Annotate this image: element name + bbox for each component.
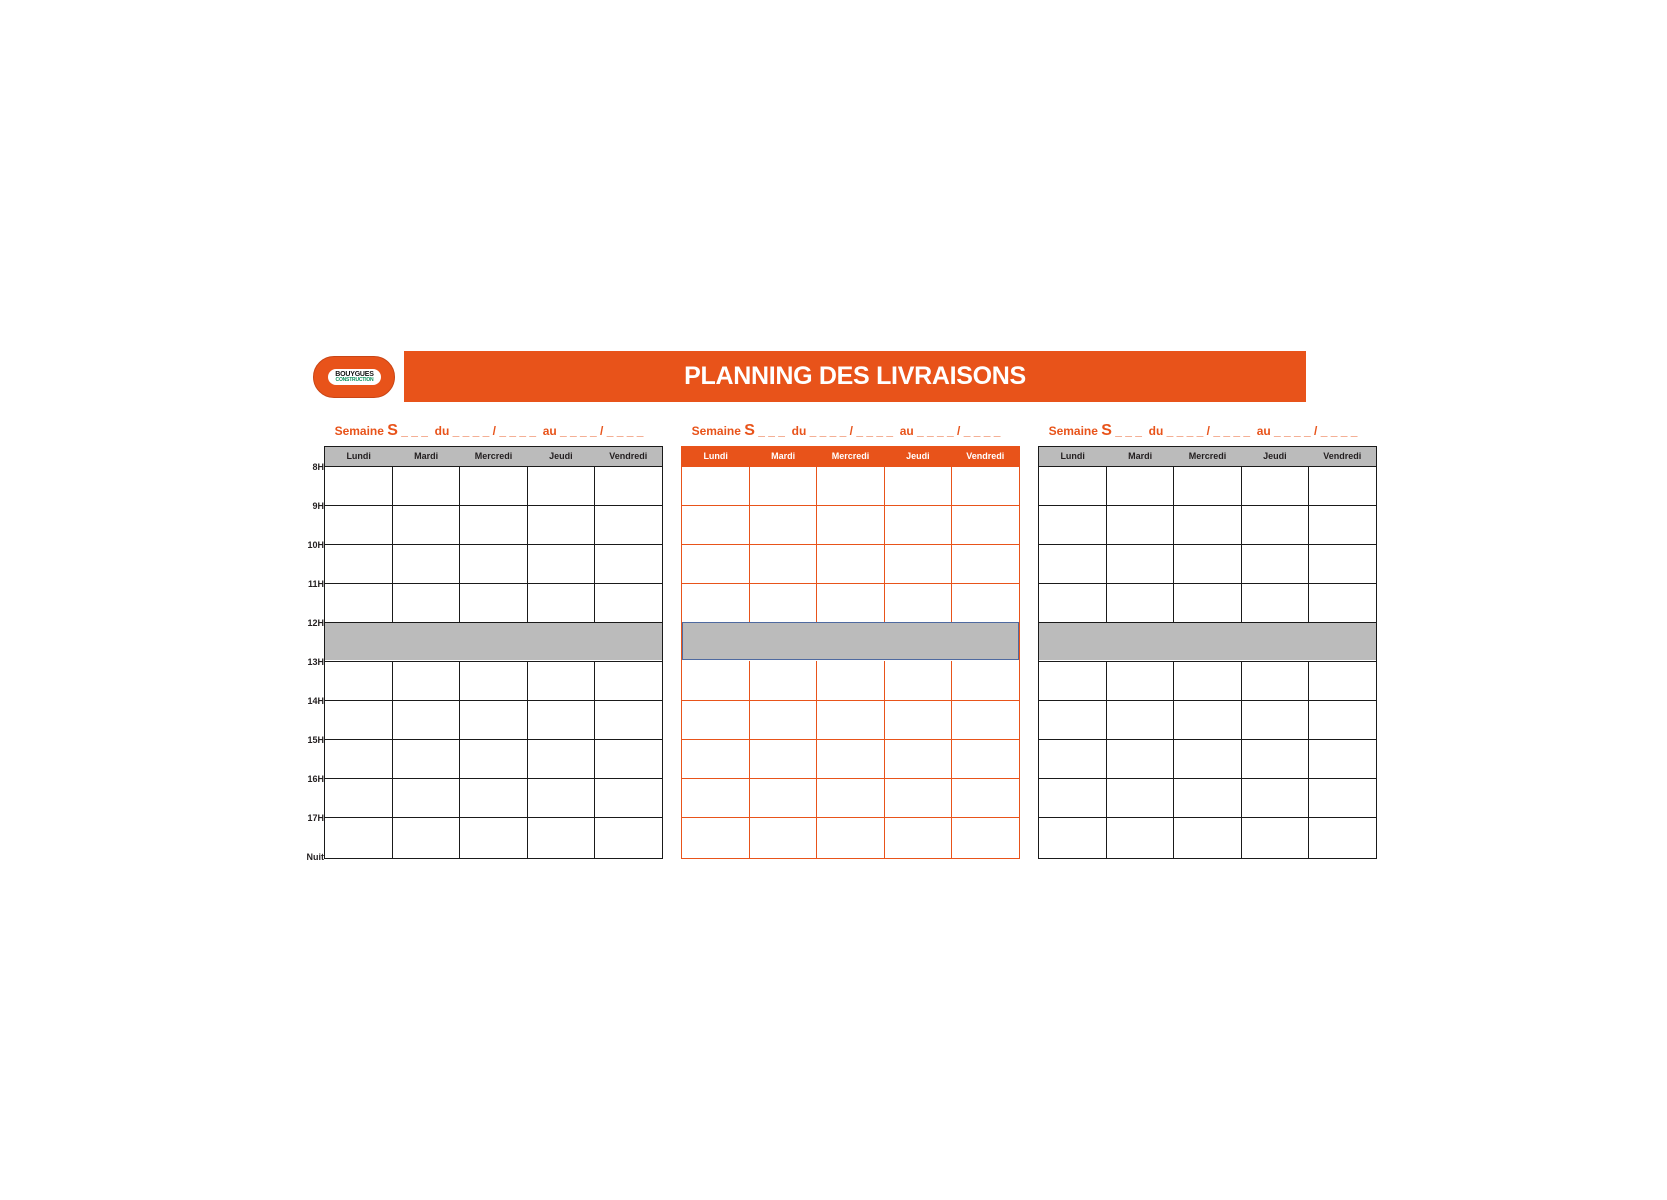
time-label: 17H	[307, 813, 324, 823]
day-divider-pm	[1241, 661, 1242, 858]
week-label-2	[676, 419, 1016, 443]
day-header-lundi: Lundi	[346, 451, 371, 461]
hour-divider	[1039, 583, 1376, 584]
hour-divider	[682, 817, 1019, 818]
hour-divider	[1039, 505, 1376, 506]
day-divider-pm	[1173, 661, 1174, 858]
time-label: 14H	[307, 696, 324, 706]
week-grid-2	[681, 446, 1020, 859]
day-divider-pm	[884, 661, 885, 858]
week-s-letter: S	[387, 422, 398, 439]
hour-divider	[682, 544, 1019, 545]
day-divider-am	[1106, 466, 1107, 622]
hour-divider	[1039, 661, 1376, 662]
day-divider-am	[1173, 466, 1174, 622]
week-date-blanks: _ _ _ du _ _ _ _ / _ _ _ _ au _ _ _ _ / _ _ _ _	[754, 424, 1001, 438]
time-label: 13H	[307, 657, 324, 667]
day-divider-pm	[749, 661, 750, 858]
day-header-row	[682, 447, 1019, 467]
hour-divider	[682, 505, 1019, 506]
bouygues-logo	[313, 356, 395, 398]
time-label: 10H	[307, 540, 324, 550]
hour-divider	[1039, 700, 1376, 701]
day-header-vendredi: Vendredi	[966, 451, 1005, 461]
lunch-break-band	[682, 622, 1019, 660]
day-divider-am	[951, 466, 952, 622]
day-divider-pm	[1106, 661, 1107, 858]
hour-divider	[325, 700, 662, 701]
hour-divider	[325, 505, 662, 506]
hour-divider	[1039, 622, 1376, 623]
day-header-lundi: Lundi	[1060, 451, 1085, 461]
hour-divider	[1039, 739, 1376, 740]
day-divider-am	[816, 466, 817, 622]
day-divider-pm	[1308, 661, 1309, 858]
day-header-jeudi: Jeudi	[549, 451, 573, 461]
lunch-break-band	[1039, 622, 1376, 660]
week-label-3	[1033, 419, 1373, 443]
day-header-row	[325, 447, 662, 467]
logo-text-division: CONSTRUCTION	[335, 377, 374, 383]
week-date-blanks: _ _ _ du _ _ _ _ / _ _ _ _ au _ _ _ _ / _ _ _ _	[1111, 424, 1358, 438]
day-header-mardi: Mardi	[414, 451, 439, 461]
hour-divider	[682, 583, 1019, 584]
day-divider-pm	[392, 661, 393, 858]
day-divider-pm	[594, 661, 595, 858]
day-header-mardi: Mardi	[1128, 451, 1153, 461]
day-divider-pm	[459, 661, 460, 858]
time-label: 15H	[307, 735, 324, 745]
day-divider-pm	[527, 661, 528, 858]
day-header-mardi: Mardi	[771, 451, 796, 461]
day-header-row	[1039, 447, 1376, 467]
week-grid-3	[1038, 446, 1377, 859]
day-divider-pm	[951, 661, 952, 858]
day-divider-am	[749, 466, 750, 622]
week-grid-1	[324, 446, 663, 859]
time-label: 8H	[312, 462, 324, 472]
day-header-mercredi: Mercredi	[474, 451, 513, 461]
time-label: 9H	[312, 501, 324, 511]
day-divider-am	[527, 466, 528, 622]
lunch-break-band	[325, 622, 662, 660]
week-prefix: Semaine	[1048, 424, 1102, 438]
day-header-mercredi: Mercredi	[831, 451, 870, 461]
day-divider-am	[884, 466, 885, 622]
time-label: 11H	[307, 579, 324, 589]
hour-divider	[325, 622, 662, 623]
week-date-blanks: _ _ _ du _ _ _ _ / _ _ _ _ au _ _ _ _ / _ _ _ _	[397, 424, 644, 438]
day-header-jeudi: Jeudi	[1263, 451, 1287, 461]
hour-divider	[325, 817, 662, 818]
week-prefix: Semaine	[334, 424, 388, 438]
hour-divider	[325, 739, 662, 740]
day-divider-am	[392, 466, 393, 622]
day-divider-pm	[816, 661, 817, 858]
hour-divider	[682, 739, 1019, 740]
day-divider-am	[594, 466, 595, 622]
day-header-vendredi: Vendredi	[1323, 451, 1362, 461]
day-header-vendredi: Vendredi	[609, 451, 648, 461]
week-prefix: Semaine	[691, 424, 745, 438]
week-s-letter: S	[1101, 422, 1112, 439]
logo-badge	[328, 369, 381, 385]
hour-divider	[1039, 817, 1376, 818]
hour-divider	[1039, 544, 1376, 545]
day-header-jeudi: Jeudi	[906, 451, 930, 461]
logo-text-brand: BOUYGUES	[335, 371, 374, 378]
day-divider-am	[1241, 466, 1242, 622]
day-header-mercredi: Mercredi	[1188, 451, 1227, 461]
hour-divider	[325, 661, 662, 662]
hour-divider	[325, 544, 662, 545]
day-divider-am	[459, 466, 460, 622]
hour-divider	[325, 778, 662, 779]
hour-divider	[1039, 778, 1376, 779]
day-header-lundi: Lundi	[703, 451, 728, 461]
hour-divider	[325, 583, 662, 584]
page-title: PLANNING DES LIVRAISONS	[404, 351, 1306, 402]
week-s-letter: S	[744, 422, 755, 439]
day-divider-am	[1308, 466, 1309, 622]
hour-divider	[682, 700, 1019, 701]
time-label: 12H	[307, 618, 324, 628]
time-label: 16H	[307, 774, 324, 784]
hour-divider	[682, 778, 1019, 779]
week-label-1	[319, 419, 659, 443]
time-label: Nuit	[306, 852, 324, 862]
